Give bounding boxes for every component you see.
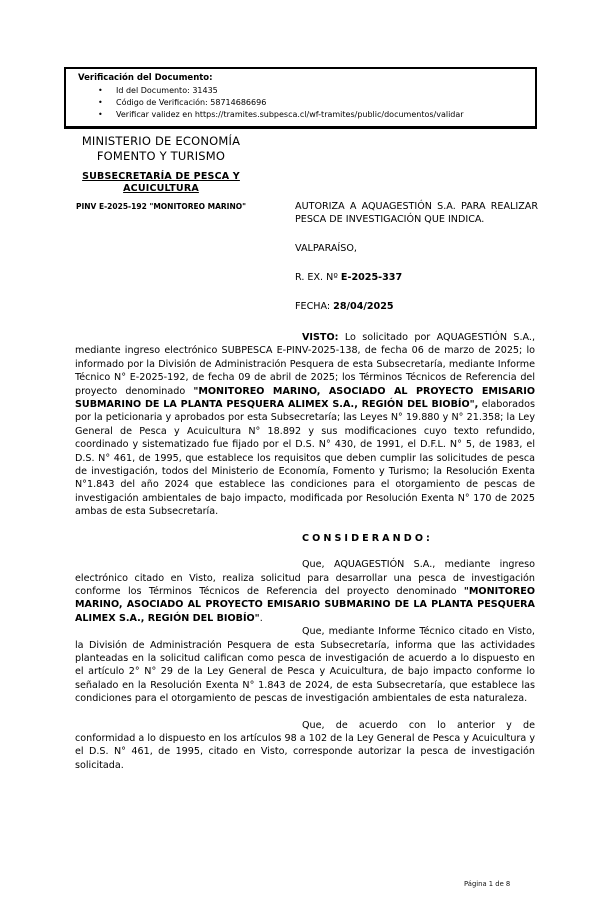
- date-line: [295, 300, 538, 313]
- verification-item-document-id: [78, 85, 529, 96]
- project-reference: PINV E-2025-192 "MONITOREO MARINO": [75, 202, 247, 211]
- resolution-number: E-2025-337: [340, 272, 403, 283]
- ministry-line-2: FOMENTO Y TURISMO: [96, 149, 226, 163]
- verification-box: [64, 67, 537, 129]
- visto-text-1: Lo solicitado por AQUAGESTIÓN S.A., mediante ingreso electrónico SUBPESCA E-PINV-2025-138, de fecha 06 de marzo de 2025; lo informado por la División de Administración Pesquera de esta Subsecretaría, mediante Informe Técnico N° E-2025-192, de fecha 09 de abril de 2025; los Términos Técnicos de Referencia del proyecto denominado: [75, 332, 535, 397]
- subsecretaria-name: [40, 171, 282, 195]
- verification-url-text: Verificar validez en https://tramites.subpesca.cl/wf-tramites/public/documentos/validar: [116, 110, 464, 119]
- bullet-icon: •: [98, 110, 103, 119]
- verification-title: Verificación del Documento:: [78, 73, 213, 83]
- considerando-1-project-name: "MONITOREO MARINO, ASOCIADO AL PROYECTO EMISARIO SUBMARINO DE LA PLANTA PESQUERA ALIMEX S.A., REGIÓN DEL BIOBÍO": [75, 585, 535, 624]
- letterhead: [40, 134, 282, 211]
- considerando-1-text-2: .: [259, 612, 263, 624]
- page-indicator: Página 1 de 8: [464, 880, 511, 888]
- visto-text-2: elaborados por la peticionaria y aprobados por esta Subsecretaría; las Leyes N° 19.880 y N° 21.358; la Ley General de Pesca y Acuicultura N° 18.892 y sus modificaciones cuyo texto refundido, coordinado y sistematizado fue fijado por el D.S. N° 430, de 1991, el D.F.L. N° 5, de 1983, el D.S. N° 461, de 1995, que establece los requisitos que deben cumplir las solicitudes de pesca de investigación, todos del Ministerio de Economía, Fomento y Turismo; la Resolución Exenta N°1.843 del año 2024 que establece las condiciones para el otorgamiento de pescas de investigación ambientales de bajo impacto, modificada por Resolución Exenta N° 170 de 2025 ambas de esta Subsecretaría.: [75, 399, 535, 518]
- subsecretaria-line-1: SUBSECRETARÍA DE PESCA Y: [82, 171, 240, 182]
- verification-item-url: [78, 109, 529, 120]
- resolution-number-line: [295, 271, 538, 284]
- considerando-paragraph-3: Que, de acuerdo con lo anterior y de conformidad a lo dispuesto en los artículos 98 a 102 de la Ley General de Pesca y Acuicultura y el D.S. N° 461, de 1995, citado en Visto, corresponde autorizar la pesca de investigación solicitada.: [75, 719, 535, 771]
- subsecretaria-line-2: ACUICULTURA: [123, 183, 199, 194]
- considerando-paragraph-2: Que, mediante Informe Técnico citado en Visto, la División de Administración Pesquera de esta Subsecretaría, informa que las actividades planteadas en la solicitud califican como pesca de investigación de acuerdo a lo dispuesto en el artículo 2° N° 29 de la Ley General de Pesca y Acuicultura, de bajo impacto conforme lo señalado en la Resolución Exenta N° 1.843 de 2024, de esta Subsecretaría, que establece las condiciones para el otorgamiento de pescas de investigación ambientales de esta naturaleza.: [75, 626, 535, 705]
- document-body: [75, 331, 535, 772]
- bullet-icon: •: [98, 86, 103, 95]
- considerando-1-text-1: Que, AQUAGESTIÓN S.A., mediante ingreso electrónico citado en Visto, realiza solicitud para desarrollar una pesca de investigación conforme los Términos Técnicos de Referencia del proyecto denominado: [75, 559, 535, 597]
- resolution-subject: AUTORIZA A AQUAGESTIÓN S.A. PARA REALIZAR PESCA DE INVESTIGACIÓN QUE INDICA.: [295, 201, 538, 225]
- visto-project-name: "MONITOREO MARINO, ASOCIADO AL PROYECTO EMISARIO SUBMARINO DE LA PLANTA PESQUERA ALIMEX S.A., REGIÓN DEL BIOBÍO",: [75, 385, 535, 411]
- resolution-number-label: R. EX. Nº: [295, 272, 341, 283]
- bullet-icon: •: [98, 98, 103, 107]
- visto-label: VISTO:: [302, 332, 339, 343]
- visto-paragraph: [75, 331, 535, 519]
- ministry-name: [40, 134, 282, 164]
- verification-item-code: [78, 97, 529, 108]
- verification-item-text: Id del Documento: 31435: [116, 86, 218, 95]
- city-line: VALPARAÍSO,: [295, 243, 357, 254]
- verification-item-text: Código de Verificación: 58714686696: [116, 98, 267, 107]
- ministry-line-1: MINISTERIO DE ECONOMÍA: [81, 134, 241, 148]
- resolution-header: [295, 200, 538, 313]
- considerando-paragraph-1: [75, 558, 535, 625]
- date-label: FECHA:: [295, 301, 334, 312]
- date-value: 28/04/2025: [333, 301, 394, 312]
- considerando-heading: CONSIDERANDO:: [302, 532, 433, 544]
